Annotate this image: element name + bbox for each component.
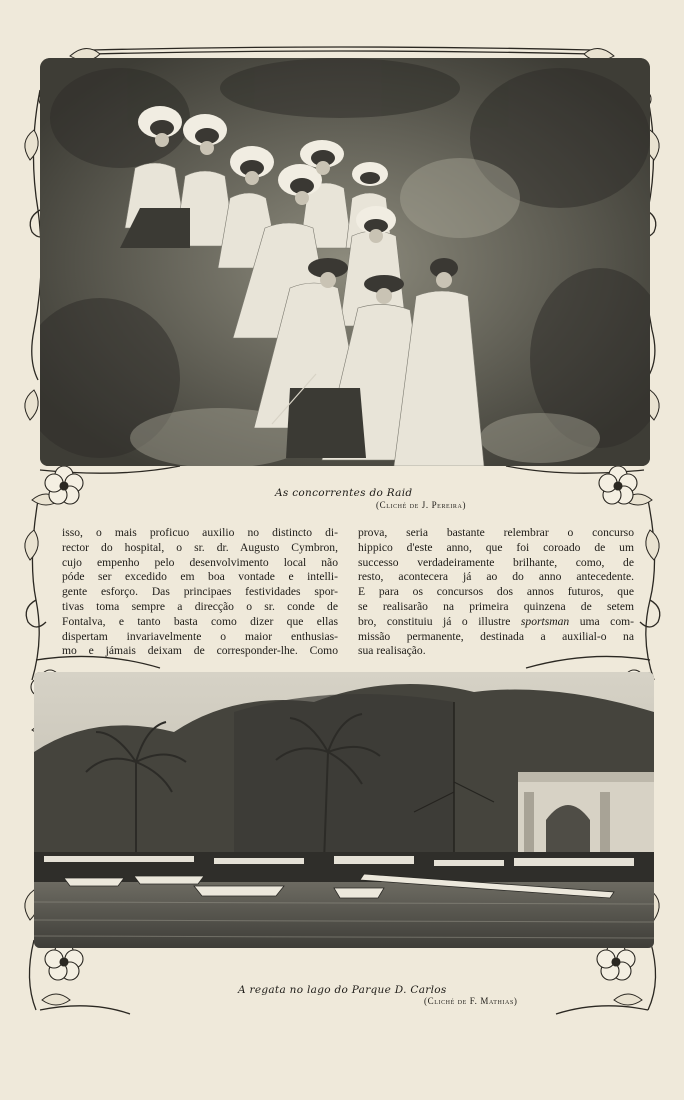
text-line: E para os concursos dos annos futuros, que <box>358 585 634 599</box>
top-photo-credit-text: Cliché de J. Pereira <box>379 500 463 510</box>
text-line: sua realisação. <box>358 644 426 658</box>
italic-word: sportsman <box>520 614 570 628</box>
text-line: Fontalva, e tanto basta como dizer que ellas <box>62 614 338 628</box>
photo-raid-competitors <box>40 58 650 466</box>
text-line: póde ser excedido em boa vontade e intelli- <box>62 570 338 584</box>
text-line: isso, o mais proficuo auxilio no distincto di- <box>62 526 338 539</box>
text-line: resto, acontecera já ao do anno antecedente. <box>358 570 634 584</box>
top-photo-caption: As concorrentes do Raid <box>275 487 413 499</box>
photo-regatta-lake <box>34 672 654 948</box>
text-line: mo e jámais deixam de corresponder-lhe. Como <box>62 644 338 658</box>
bottom-photo-caption: A regata no lago do Parque D. Carlos <box>238 984 447 996</box>
text-line: rector do hospital, o sr. dr. Augusto Cymbron, <box>62 540 338 554</box>
text-line-mixed: bro, constituiu já o illustre sportsman uma com- <box>358 614 635 628</box>
text-line: dispertam invariavelmente o maior enthusias- <box>62 629 338 643</box>
bottom-photo-credit-text: Cliché de F. Mathias <box>427 996 514 1006</box>
text-line: cujo empenho pelo desenvolvimento local não <box>62 555 338 569</box>
text-line: missão permanente, destinada a auxilial-o na <box>358 629 634 643</box>
article-column-left <box>62 526 338 659</box>
text-line: prova, seria bastante relembrar o concurso <box>358 526 634 539</box>
text-line: gente esforço. Das principaes festividades spor- <box>62 585 338 599</box>
text-line: se realisarão na primeira quinzena de setem <box>358 599 634 613</box>
text-line: tivas toma sempre a direcção o sr. conde de <box>62 599 338 613</box>
text-line: hippico d'este anno, que foi coroado de um <box>358 540 634 554</box>
article-column-right <box>358 526 634 659</box>
top-photo-credit: (Cliché de J. Pereira) <box>376 500 467 510</box>
text-line: successo verdadeiramente brilhante, como, de <box>358 555 634 569</box>
bottom-photo-credit: (Cliché de F. Mathias) <box>424 996 518 1006</box>
